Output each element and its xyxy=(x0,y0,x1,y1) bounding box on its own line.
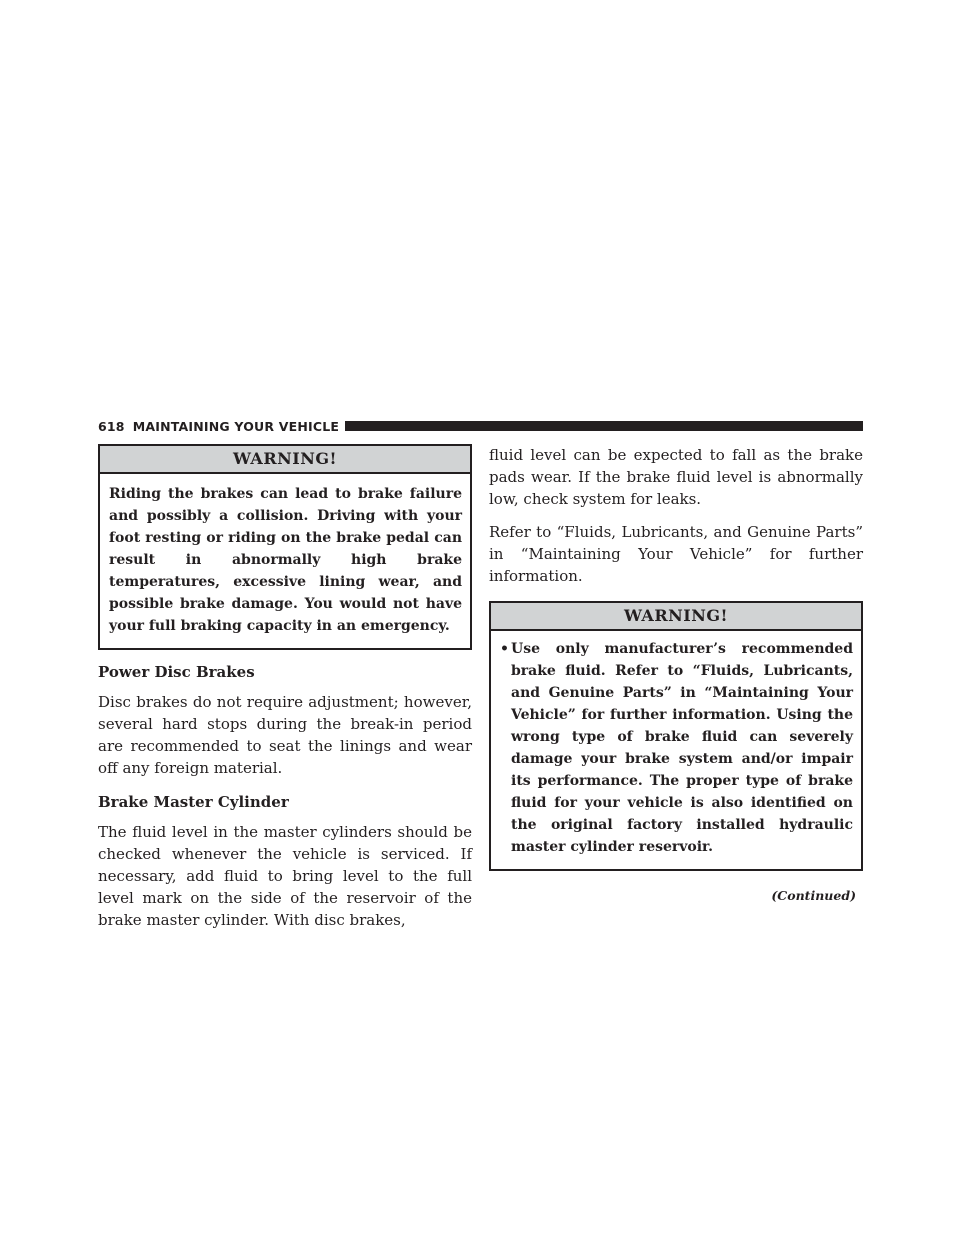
page-number: 618 xyxy=(98,418,125,434)
power-disc-brakes-heading: Power Disc Brakes xyxy=(98,663,255,681)
warning-title: WARNING! xyxy=(100,446,470,474)
warning-text: Riding the brakes can lead to brake failure and possibly a collision. Driving with your foot resting or riding on the brake pedal can result in abnormally high brake temperatures, excessive lining wear, and possible brake damage. You would not have your full braking capacity in an emergency. xyxy=(109,486,462,634)
right-column xyxy=(489,444,863,903)
refer-paragraph: Refer to “Fluids, Lubricants, and Genuine Parts” in “Maintaining Your Vehicle” for further information. xyxy=(489,523,863,585)
warning-text: Use only manufacturer’s recommended brake fluid. Refer to “Fluids, Lubricants, and Genuine Parts” in “Maintaining Your Vehicle” for further information. Using the wrong type of brake fluid can severely damage your brake system and/or impair its performance. The proper type of brake fluid for your vehicle is also identified on the original factory installed hydraulic master cylinder reservoir. xyxy=(511,641,853,855)
power-disc-brakes-text: Disc brakes do not require adjustment; however, several hard stops during the break-in period are recommended to seat the linings and wear off any foreign material. xyxy=(98,693,472,777)
continued-paragraph: fluid level can be expected to fall as the brake pads wear. If the brake fluid level is abnormally low, check system for leaks. xyxy=(489,446,863,508)
brake-fluid-warning-box xyxy=(489,601,863,871)
brake-master-cylinder-text: The fluid level in the master cylinders should be checked whenever the vehicle is serviced. If necessary, add fluid to bring level to the full level mark on the side of the reservoir of the brake master cylinder. With disc brakes, xyxy=(98,823,472,929)
page-header xyxy=(98,417,863,435)
warning-title: WARNING! xyxy=(491,603,861,631)
section-title: MAINTAINING YOUR VEHICLE xyxy=(132,418,340,434)
continued-label: (Continued) xyxy=(771,888,856,903)
brake-riding-warning-box xyxy=(98,444,472,650)
header-rule xyxy=(345,421,863,431)
brake-master-cylinder-heading: Brake Master Cylinder xyxy=(98,793,289,811)
warning-bullet-item xyxy=(491,631,861,869)
bullet-icon: • xyxy=(500,641,509,657)
left-column xyxy=(98,444,472,931)
